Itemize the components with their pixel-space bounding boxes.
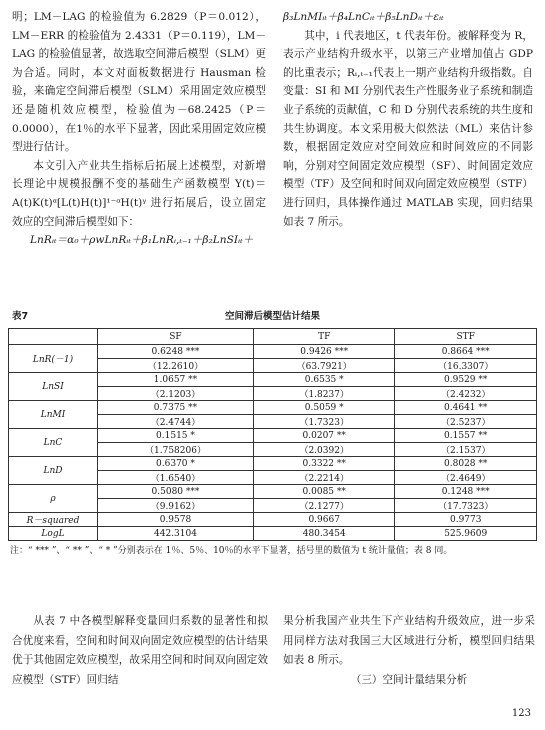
table-row — [9, 345, 537, 359]
coef-cell: 1.0657 ** — [98, 373, 254, 387]
stat-cell: 480.3454 — [253, 527, 395, 541]
table-header — [8, 308, 537, 324]
t-stat-cell: （2.0392） — [253, 443, 395, 457]
t-stat-cell: （1.6540） — [98, 471, 254, 485]
t-stat-cell: （2.4649） — [395, 471, 537, 485]
table-header-row — [9, 329, 537, 345]
row-label: LnC — [9, 429, 98, 457]
coef-cell: 0.8664 *** — [395, 345, 537, 359]
header-cell: TF — [253, 329, 395, 345]
t-stat-cell: （12.2610） — [98, 359, 254, 373]
row-label: R－squared — [9, 513, 98, 527]
paragraph: 其中，i 代表地区，t 代表年份。被解释变为 R，表示产业结构升级水平，以第三产业增加值占 GDP 的比重表示；Rᵢ,ₜ₋₁代表上一期产业结构升级指数。自变量：SI 和 MI 分别代表生产性服务业子系统和制造业子系统的贡献值，C 和 D 分别代表系统的共生度和共生协调度。本文采用极大似然法（ML）来估计参数，根据固定效应对空间效应和时间效应的不同影响，分别对空间固定效应模型（SF）、时间固定效应模型（TF）及空间和时间双向固定效应模型（STF）进行回归，具体操作通过 MATLAB 实现，回归结果如表 7 所示。 — [283, 29, 533, 228]
coef-cell: 0.1248 *** — [395, 485, 537, 499]
t-stat-cell: （2.5237） — [395, 415, 537, 429]
coef-cell: 0.6370 * — [98, 457, 254, 471]
page-number: 123 — [511, 708, 531, 719]
bottom-right-column — [283, 612, 535, 690]
coef-cell: 0.1557 ** — [395, 429, 537, 443]
bottom-left-column — [12, 612, 268, 690]
t-stat-cell: （2.4744） — [98, 415, 254, 429]
coef-cell: 0.7375 ** — [98, 401, 254, 415]
stat-cell: 0.9773 — [395, 513, 537, 527]
coef-cell: 0.3322 ** — [253, 457, 395, 471]
table-title: 空间滞后模型估计结果 — [224, 311, 320, 322]
t-stat-cell: （2.1277） — [253, 499, 395, 513]
t-stat-cell: （1.7323） — [253, 415, 395, 429]
row-label: LnMI — [9, 401, 98, 429]
paragraph: 明；LM－LAG 的检验值为 6.2829（P＝0.012），LM－ERR 的检验值为 2.4331（P＝0.119），LM－LAG 的检验值显著，故选取空间滞后模型（SLM）更为合适。同时，本文对面板数据进行 Hausman 检验，来确定空间滞后模型（SLM）采用固定效应模型还是随机效应模型，检验值为－68.2425（P＝0.0000），在1％的水平下显著，因此采用固定效应模型进行估计。 — [12, 11, 266, 154]
table-row — [9, 373, 537, 387]
table-block — [8, 308, 537, 558]
paragraph: 果分析我国产业共生下产业结构升级效应，进一步采用同样方法对我国三大区域进行分析，模型回归结果如表 8 所示。 — [283, 615, 535, 666]
t-stat-cell: （1.758206） — [98, 443, 254, 457]
stat-cell: 0.9578 — [98, 513, 254, 527]
stat-cell: 442.3104 — [98, 527, 254, 541]
t-stat-cell: （1.8237） — [253, 387, 395, 401]
t-stat-cell: （2.4232） — [395, 387, 537, 401]
equation: LnRᵢₜ＝α₀＋ρwLnRᵢₜ＋β₁LnRᵢ,ₜ₋₁＋β₂LnSIᵢₜ＋ — [30, 234, 254, 247]
coef-cell: 0.4641 ** — [395, 401, 537, 415]
coef-cell: 0.6535 * — [253, 373, 395, 387]
table-label: 表7 — [12, 311, 29, 322]
table-note: 注：“ *** ”、“ ** ”、“ * ”分别表示在 1％、5％、10％的水平下显著，括号里的数值为 t 统计量值；表 8 同。 — [10, 546, 453, 556]
coef-cell: 0.9426 *** — [253, 345, 395, 359]
table-row — [9, 527, 537, 541]
stat-cell: 525.9609 — [395, 527, 537, 541]
t-stat-cell: （2.1537） — [395, 443, 537, 457]
paragraph: 本文引入产业共生指标后拓展上述模型，对新增长理论中规模报酬不变的基础生产函数模型 Y(t)＝A(t)K(t)ᵅ[L(t)H(t)]¹⁻ᵅH(t)ᵞ 进行拓展后，设立固定效应的空间滞后模型如下： — [12, 159, 266, 228]
row-label: LnSI — [9, 373, 98, 401]
t-stat-cell: （2.2214） — [253, 471, 395, 485]
coef-cell: 0.8028 ** — [395, 457, 537, 471]
header-cell: STF — [395, 329, 537, 345]
left-column — [12, 8, 266, 250]
row-label: LnD — [9, 457, 98, 485]
t-stat-cell: （63.7921） — [253, 359, 395, 373]
coef-cell: 0.0085 ** — [253, 485, 395, 499]
coef-cell: 0.1515 * — [98, 429, 254, 443]
table-row — [9, 457, 537, 471]
row-label: ρ — [9, 485, 98, 513]
t-stat-cell: （16.3307） — [395, 359, 537, 373]
coef-cell: 0.5059 * — [253, 401, 395, 415]
coef-cell: 0.9529 ** — [395, 373, 537, 387]
coef-cell: 0.6248 *** — [98, 345, 254, 359]
table-row — [9, 429, 537, 443]
section-subheading: （三）空间计量结果分析 — [350, 673, 468, 686]
t-stat-cell: （17.7323） — [395, 499, 537, 513]
header-cell — [9, 329, 98, 345]
table-row — [9, 513, 537, 527]
coef-cell: 0.0207 ** — [253, 429, 395, 443]
row-label: LnR(－1) — [9, 345, 98, 373]
equation: β₃LnMIᵢₜ＋β₄LnCᵢₜ＋β₅LnDᵢₜ＋εᵢₜ — [283, 11, 444, 23]
row-label: LogL — [9, 527, 98, 541]
paragraph: 从表 7 中各模型解释变量回归系数的显著性和拟合优度来看，空间和时间双向固定效应模型的估计结果优于其他固定效应模型，故采用空间和时间双向固定效应模型（STF）回归结 — [12, 615, 268, 686]
t-stat-cell: （2.1203） — [98, 387, 254, 401]
header-cell: SF — [98, 329, 254, 345]
right-column — [283, 8, 533, 231]
t-stat-cell: （9.9162） — [98, 499, 254, 513]
table-row — [9, 401, 537, 415]
table-row — [9, 485, 537, 499]
stat-cell: 0.9667 — [253, 513, 395, 527]
results-table — [8, 328, 537, 541]
coef-cell: 0.5080 *** — [98, 485, 254, 499]
